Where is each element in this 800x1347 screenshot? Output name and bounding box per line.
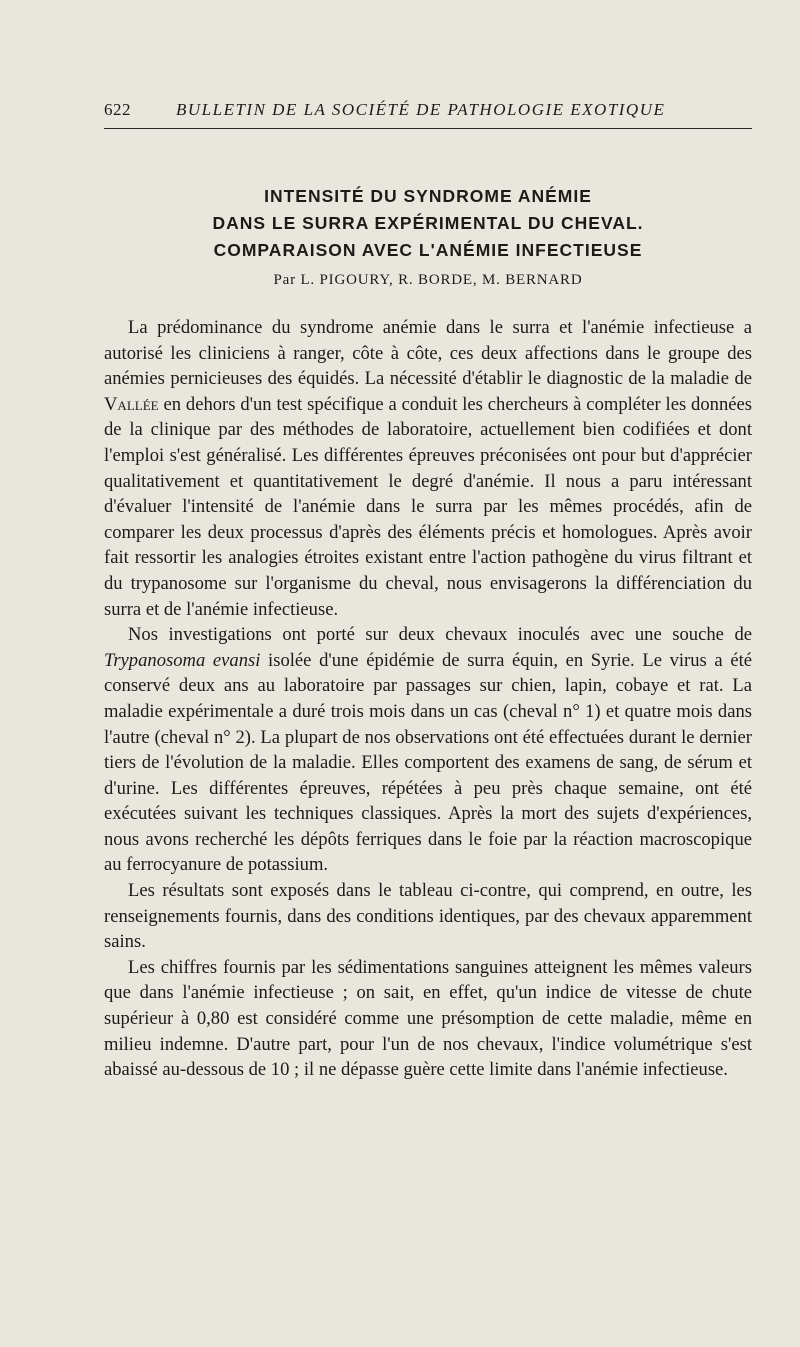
article-authors: Par L. PIGOURY, R. BORDE, M. BERNARD [273,272,583,288]
article-body [104,315,752,1083]
paragraph-3: Les résultats sont exposés dans le tableau ci-contre, qui comprend, en outre, les renseignements fournis, dans des conditions identiques, par des chevaux apparemment sains. [104,880,752,953]
paragraph-2-text-a: Nos investigations ont porté sur deux chevaux inoculés avec une souche de [128,624,752,646]
species-name: Trypanosoma evansi [104,649,261,671]
title-line-1: INTENSITÉ DU SYNDROME ANÉMIE [264,186,592,206]
running-title: BULLETIN DE LA SOCIÉTÉ DE PATHOLOGIE EXOTIQUE [176,100,666,119]
paragraph-2 [104,622,752,878]
paragraph-2-text-b: isolée d'une épidémie de surra équin, en Syrie. Le virus a été conservé deux ans au laboratoire par passages sur chien, lapin, cobaye et rat. La maladie expérimentale a duré trois mois dans un cas (cheval n° 1) et quatre mois dans l'autre (cheval n° 2). La plupart de nos observations ont été effectuées durant le dernier tiers de l'évolution de la maladie. Elles comportent des examens de sang, de sérum et d'urine. Les différentes épreuves, répétées à peu près chaque semaine, ont été exécutées suivant les techniques classiques. Après la mort des sujets d'expériences, nous avons recherché les dépôts ferriques dans le foie par la réaction macroscopique au ferrocyanure de potassium. [104,649,753,876]
paragraph-1-text-a: La prédominance du syndrome anémie dans le surra et l'anémie infectieuse a autorisé les cliniciens à ranger, côte à côte, ces deux affections dans le groupe des anémies pernicieuses des équidés. La nécessité d'établir le diagnostic de la maladie de [104,317,752,390]
paragraph-1 [104,315,752,622]
page-number: 622 [104,100,131,119]
article-title [104,183,752,264]
paragraph-1-text-b: en dehors d'un test spécifique a conduit les chercheurs à compléter les données de la clinique par des méthodes de laboratoire, actuellement bien codifiées et dont l'emploi s'est généralisé. Les différentes épreuves préconisées ont pour but d'apprécier qualitativement et quantitativement le degré d'anémie. Il nous a paru intéressant d'évaluer l'intensité de l'anémie dans le surra par les mêmes procédés, afin de comparer les deux processus d'après des éléments précis et homologues. Après avoir fait ressortir les analogies étroites existant entre l'action pathogène du virus filtrant et du trypanosome sur l'organisme du cheval, nous envisagerons la différenciation du surra et de l'anémie infectieuse. [104,393,752,620]
paragraph-4: Les chiffres fournis par les sédimentations sanguines atteignent les mêmes valeurs que dans l'anémie infectieuse ; on sait, en effet, qu'un indice de vitesse de chute supérieur à 0,80 est considéré comme une présomption de cette maladie, même en milieu indemne. D'autre part, pour l'un de nos chevaux, l'indice volumétrique s'est abaissé au-dessous de 10 ; il ne dépasse guère cette limite dans l'anémie infectieuse. [104,956,752,1081]
header-rule [104,128,752,129]
title-line-2: DANS LE SURRA EXPÉRIMENTAL DU CHEVAL. [212,213,644,233]
title-line-3: COMPARAISON AVEC L'ANÉMIE INFECTIEUSE [213,240,643,260]
smallcaps-name: Vallée [104,393,159,415]
running-header [104,100,752,124]
